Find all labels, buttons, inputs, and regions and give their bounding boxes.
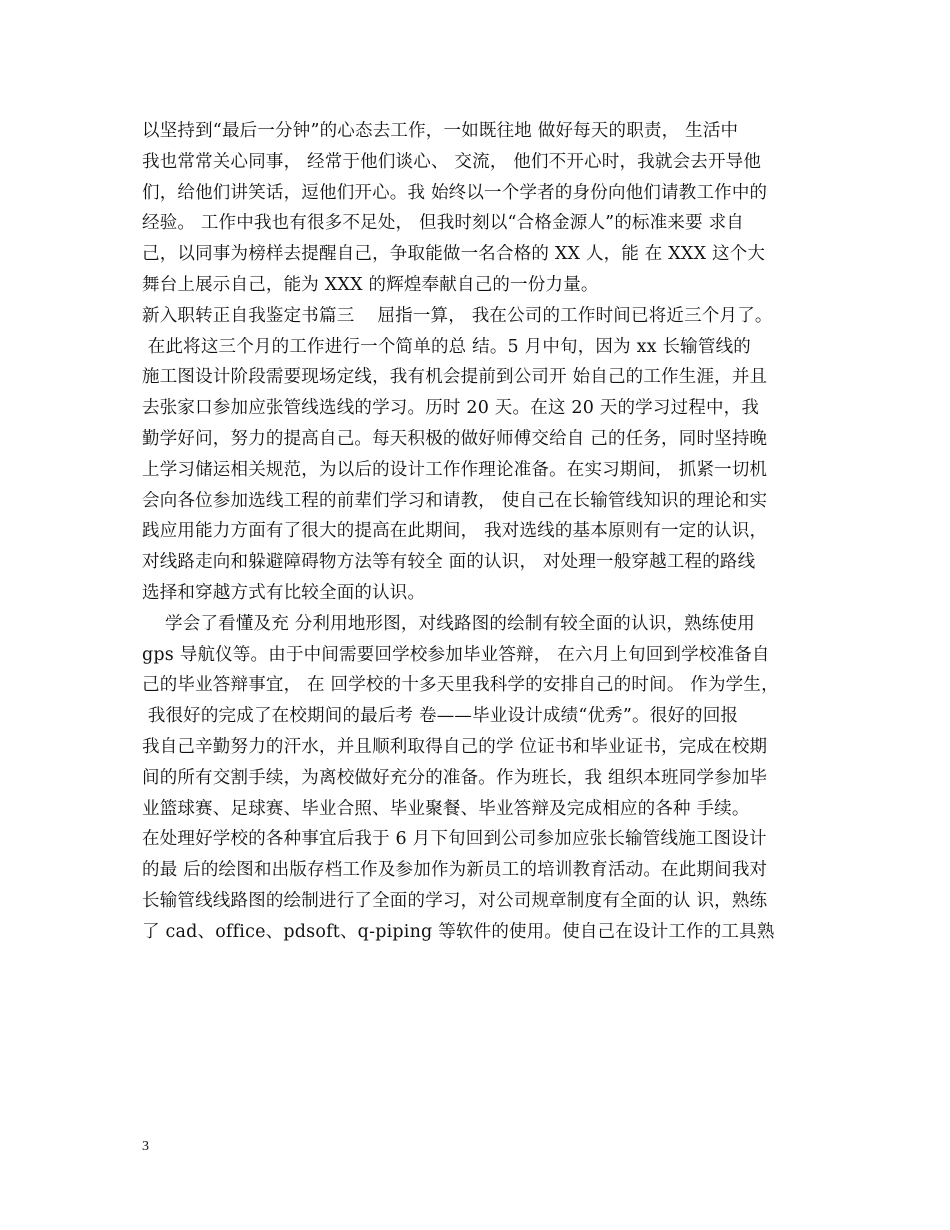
text-line: 间的所有交割手续，为离校做好充分的准备。作为班长，我 组织本班同学参加毕	[142, 767, 768, 788]
text-line: 去张家口参加应张管线选线的学习。历时 20 天。在这 20 天的学习过程中，我	[142, 398, 760, 419]
text-line: 选择和穿越方式有比较全面的认识。	[142, 582, 426, 603]
text-line: 己的毕业答辩事宜， 在 回学校的十多天里我科学的安排自己的时间。 作为学生，	[142, 675, 779, 696]
text-line: 经验。 工作中我也有很多不足处， 但我时刻以“合格金源人”的标准来要 求自	[142, 213, 744, 234]
text-line: 上学习储运相关规范，为以后的设计工作作理论准备。在实习期间， 抓紧一切机	[142, 459, 768, 480]
text-line: 长输管线线路图的绘制进行了全面的学习，对公司规章制度有全面的认 识，熟练	[142, 890, 768, 911]
text-line: 业篮球赛、足球赛、毕业合照、毕业聚餐、毕业答辩及完成相应的各种 手续。	[142, 798, 750, 819]
text-line: 们，给他们讲笑话，逗他们开心。我 始终以一个学者的身份向他们请教工作中的	[142, 182, 768, 203]
text-line: 在此将这三个月的工作进行一个简单的总 结。5 月中旬，因为 xx 长输管线的	[142, 336, 751, 357]
text-line: 以坚持到“最后一分钟”的心态去工作，一如既往地 做好每天的职责， 生活中	[142, 121, 739, 141]
text-line: 的最 后的绘图和出版存档工作及参加作为新员工的培训教育活动。在此期间我对	[142, 860, 768, 881]
text-line: gps 导航仪等。由于中间需要回学校参加毕业答辩， 在六月上旬回到学校准备自	[142, 644, 770, 665]
text-line: 我也常常关心同事， 经常于他们谈心、 交流， 他们不开心时，我就会去开导他	[142, 151, 762, 172]
text-line: 施工图设计阶段需要现场定线，我有机会提前到公司开 始自己的工作生涯，并且	[142, 367, 768, 388]
page-number: 3	[142, 1139, 149, 1154]
text-line: 我自己辛勤努力的汗水，并且顺利取得自己的学 位证书和毕业证书，完成在校期	[142, 736, 768, 757]
text-line: 会向各位参加选线工程的前辈们学习和请教， 使自己在长输管线知识的理论和实	[142, 490, 768, 511]
text-line: 对线路走向和躲避障碍物方法等有较全 面的认识， 对处理一般穿越工程的路线	[142, 552, 756, 573]
body-text	[142, 116, 822, 948]
text-line: 勤学好问，努力的提高自己。每天积极的做好师傅交给自 己的任务，同时坚持晚	[142, 428, 768, 449]
text-line: 我很好的完成了在校期间的最后考 卷——毕业设计成绩“优秀”。很好的回报	[142, 706, 739, 727]
text-line: 了 cad、office、pdsoft、q-piping 等软件的使用。使自己在设计工作的工具熟	[142, 921, 775, 942]
text-line: 践应用能力方面有了很大的提高在此期间， 我对选线的基本原则有一定的认识，	[142, 521, 768, 542]
text-line: 己，以同事为榜样去提醒自己，争取能做一名合格的 XX 人，能 在 XXX 这个大	[142, 244, 766, 265]
text-line: 舞台上展示自己，能为 XXX 的辉煌奉献自己的一份力量。	[142, 274, 599, 295]
text-line: 学会了看懂及充 分利用地形图，对线路图的绘制有较全面的认识，熟练使用	[142, 613, 755, 634]
section-heading-line: 新入职转正自我鉴定书篇三 屈指一算， 我在公司的工作时间已将近三个月了。	[142, 305, 773, 326]
text-line: 在处理好学校的各种事宜后我于 6 月下旬回到公司参加应张长输管线施工图设计	[142, 829, 767, 850]
